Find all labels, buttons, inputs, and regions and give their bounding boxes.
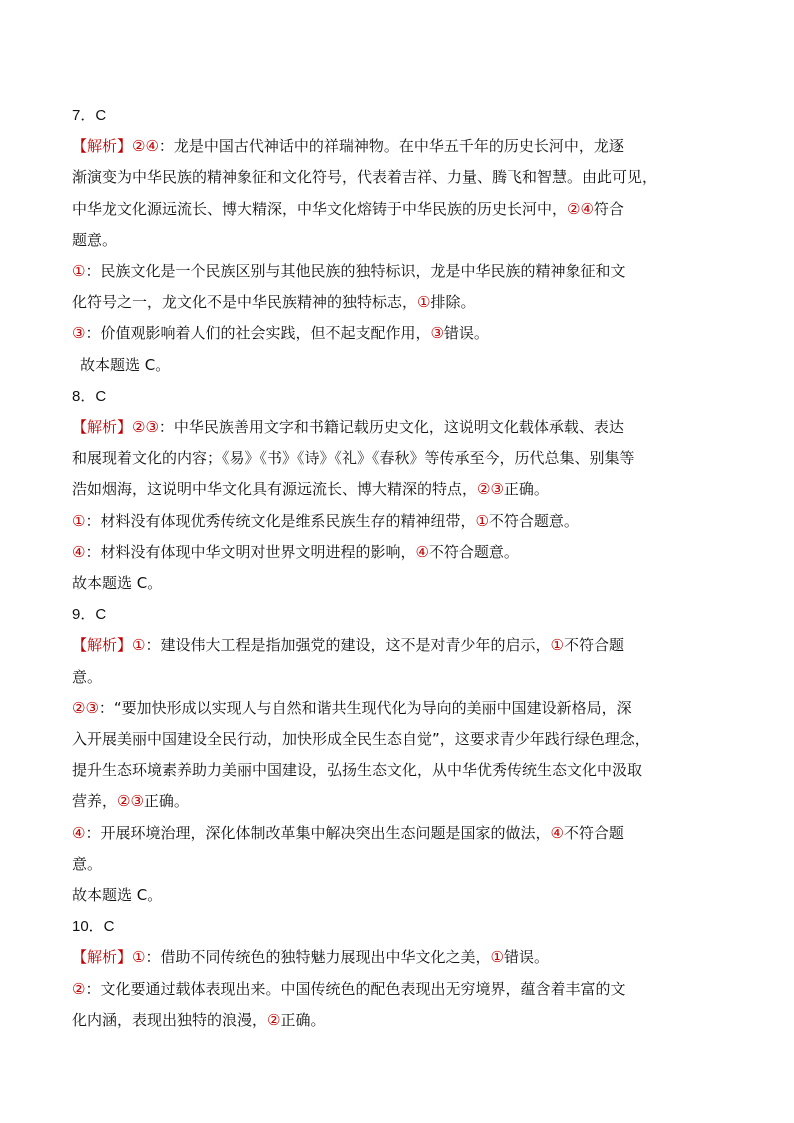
answer-analysis-content: [72, 100, 682, 1036]
analysis-text: 中华龙文化源远流长、博大精深，中华文化熔铸于中华民族的历史长河中，: [72, 199, 568, 218]
analysis-line: [72, 162, 682, 193]
option-markers: ④: [415, 542, 429, 561]
analysis-line: [72, 693, 682, 724]
option-markers: ②④: [567, 199, 594, 218]
analysis-line: [72, 974, 682, 1005]
option-markers: ①: [72, 262, 86, 281]
option-markers: ②④: [132, 137, 159, 156]
option-markers: ①: [132, 948, 146, 967]
analysis-text: ：中华民族善用文字和书籍记载历史文化，这说明文化载体承载、表达: [158, 418, 624, 437]
analysis-text: 正确。: [280, 1010, 326, 1029]
option-markers: ④: [72, 823, 86, 842]
analysis-line: [72, 568, 682, 599]
analysis-text: 入开展美丽中国建设全民行动，加快形成全民生态自觉”，这要求青少年践行绿色理念，: [72, 730, 650, 749]
analysis-tag: 【解析】: [72, 418, 133, 437]
analysis-tag: 【解析】: [72, 137, 133, 156]
analysis-text: 正确。: [143, 792, 189, 811]
option-markers: ④: [72, 542, 86, 561]
option-markers: ①: [132, 636, 146, 655]
analysis-text: 错误。: [503, 948, 549, 967]
question-number: 9．C: [72, 606, 107, 624]
option-markers: ②③: [117, 792, 144, 811]
analysis-text: ：材料没有体现优秀传统文化是维系民族生存的精神纽带，: [85, 511, 476, 530]
option-markers: ③: [72, 324, 86, 343]
option-markers: ②: [72, 979, 86, 998]
analysis-line: [72, 287, 682, 318]
analysis-line: [72, 786, 682, 817]
analysis-text: 和展现着文化的内容；《易》《书》《诗》《礼》《春秋》等传承至今，历代总集、别集等: [72, 449, 635, 468]
question-number: 8．C: [72, 387, 107, 405]
analysis-text: ：民族文化是一个民族区别与其他民族的独特标识，龙是中华民族的精神象征和文: [85, 262, 626, 281]
analysis-text: ：价值观影响着人们的社会实践，但不起支配作用，: [85, 324, 431, 343]
question-number: 10．C: [72, 918, 115, 936]
analysis-text: ：建设伟大工程是指加强党的建设，这不是对青少年的启示，: [145, 636, 551, 655]
option-markers: ①: [475, 511, 489, 530]
analysis-line: [72, 350, 682, 381]
analysis-text: 故本题选 C。: [72, 886, 163, 905]
option-markers: ③: [430, 324, 444, 343]
analysis-line: [72, 1005, 682, 1036]
analysis-text: 意。: [72, 854, 103, 873]
option-markers: ①: [490, 948, 504, 967]
analysis-line: [72, 724, 682, 755]
analysis-line: [72, 412, 682, 443]
option-markers: ④: [550, 823, 564, 842]
analysis-text: 不符合题: [563, 823, 624, 842]
analysis-line: [72, 942, 682, 973]
analysis-text: 排除。: [430, 293, 476, 312]
analysis-text: 故本题选 C。: [80, 355, 171, 374]
analysis-line: [72, 225, 682, 256]
analysis-text: ：“要加快形成以实现人与自然和谐共生现代化为导向的美丽中国建设新格局，深: [98, 698, 632, 717]
analysis-text: 意。: [72, 667, 103, 686]
analysis-text: 错误。: [443, 324, 489, 343]
analysis-text: ：借助不同传统色的独特魅力展现出中华文化之美，: [145, 948, 491, 967]
option-markers: ②③: [132, 418, 159, 437]
analysis-text: 题意。: [72, 230, 118, 249]
analysis-line: [72, 256, 682, 287]
analysis-text: 化符号之一，龙文化不是中华民族精神的独特标志，: [72, 293, 418, 312]
analysis-line: [72, 506, 682, 537]
analysis-text: 不符合题: [563, 636, 624, 655]
analysis-text: 不符合题意。: [488, 511, 579, 530]
option-markers: ①: [550, 636, 564, 655]
analysis-line: [72, 880, 682, 911]
analysis-line: [72, 474, 682, 505]
analysis-line: [72, 537, 682, 568]
option-markers: ②③: [477, 480, 504, 499]
analysis-tag: 【解析】: [72, 636, 133, 655]
analysis-line: [72, 630, 682, 661]
analysis-line: [72, 849, 682, 880]
analysis-line: [72, 318, 682, 349]
analysis-line: [72, 131, 682, 162]
option-markers: ②: [267, 1010, 281, 1029]
analysis-text: 浩如烟海，这说明中华文化具有源远流长、博大精深的特点，: [72, 480, 478, 499]
analysis-text: 营养，: [72, 792, 118, 811]
analysis-line: [72, 194, 682, 225]
analysis-text: ：开展环境治理，深化体制改革集中解决突出生态问题是国家的做法，: [85, 823, 551, 842]
analysis-text: 故本题选 C。: [72, 574, 163, 593]
analysis-line: [72, 818, 682, 849]
analysis-text: 渐演变为中华民族的精神象征和文化符号，代表着吉祥、力量、腾飞和智慧。由此可见，: [72, 168, 658, 187]
analysis-text: 不符合题意。: [428, 542, 519, 561]
analysis-line: [72, 755, 682, 786]
analysis-text: 正确。: [503, 480, 549, 499]
analysis-text: 符合: [593, 199, 624, 218]
analysis-text: 提升生态环境素养助力美丽中国建设，弘扬生态文化，从中华优秀传统生态文化中汲取: [72, 761, 643, 780]
analysis-text: ：龙是中国古代神话中的祥瑞神物。在中华五千年的历史长河中，龙逐: [158, 137, 624, 156]
analysis-tag: 【解析】: [72, 948, 133, 967]
question-number: 7．C: [72, 107, 107, 124]
option-markers: ②③: [72, 698, 99, 717]
option-markers: ①: [72, 511, 86, 530]
analysis-line: [72, 662, 682, 693]
analysis-text: ：文化要通过载体表现出来。中国传统色的配色表现出无穷境界，蕴含着丰富的文: [85, 979, 626, 998]
option-markers: ①: [417, 293, 431, 312]
analysis-text: 化内涵，表现出独特的浪漫，: [72, 1010, 268, 1029]
analysis-line: [72, 443, 682, 474]
analysis-text: ：材料没有体现中华文明对世界文明进程的影响，: [85, 542, 416, 561]
